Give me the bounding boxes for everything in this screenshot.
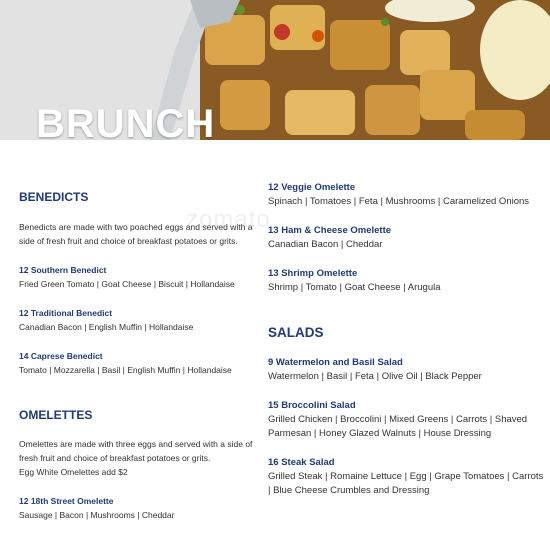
menu-item-description: Shrimp | Tomato | Goat Cheese | Arugula	[268, 282, 441, 293]
menu-item-title: 16 Steak Salad	[268, 457, 335, 468]
menu-item-title: 12 Traditional Benedict	[19, 308, 113, 318]
benedicts-intro-line-1: Benedicts are made with two poached eggs and served with a	[19, 222, 253, 232]
menu-item-title: 12 Veggie Omelette	[268, 182, 356, 193]
omelettes-intro-line-3: Egg White Omelettes add $2	[19, 467, 128, 477]
section-title-salads: SALADS	[268, 325, 324, 340]
menu-item-description: Grilled Chicken | Broccolini | Mixed Greens | Carrots | Shaved	[268, 414, 528, 425]
omelettes-intro-line-2: fresh fruit and choice of breakfast potatoes or grits.	[19, 453, 211, 463]
page-title: BRUNCH	[36, 102, 216, 140]
hero-banner	[0, 0, 550, 140]
menu-item-title: 9 Watermelon and Basil Salad	[268, 357, 403, 368]
benedicts-intro-line-2: side of fresh fruit and choice of breakfast potatoes or grits.	[19, 236, 238, 246]
section-title-benedicts: BENEDICTS	[19, 190, 89, 204]
menu-item-description: Fried Green Tomato | Goat Cheese | Biscuit | Hollandaise	[19, 279, 235, 289]
menu-item-description: Canadian Bacon | English Muffin | Hollandaise	[19, 322, 194, 332]
menu-item-description: Grilled Steak | Romaine Lettuce | Egg | Grape Tomatoes | Carrots	[268, 471, 544, 482]
omelettes-intro-line-1: Omelettes are made with three eggs and served with a side of	[19, 439, 253, 449]
section-title-omelettes: OMELETTES	[19, 408, 93, 422]
menu-item-title: 12 Southern Benedict	[19, 265, 107, 275]
menu-item-description: Sausage | Bacon | Mushrooms | Cheddar	[19, 510, 175, 520]
menu-item-title: 13 Shrimp Omelette	[268, 268, 358, 279]
menu-item-description: Parmesan | Honey Glazed Walnuts | House Dressing	[268, 428, 492, 439]
menu-item-description: Canadian Bacon | Cheddar	[268, 239, 383, 250]
menu-item-title: 13 Ham & Cheese Omelette	[268, 225, 392, 236]
menu-item-title: 15 Broccolini Salad	[268, 400, 356, 411]
menu-item-description: Watermelon | Basil | Feta | Olive Oil | Black Pepper	[268, 371, 482, 382]
menu-item-title: 14 Caprese Benedict	[19, 351, 103, 361]
menu-item-title: 12 18th Street Omelette	[19, 496, 114, 506]
menu-item-description: Spinach | Tomatoes | Feta | Mushrooms | Caramelized Onions	[268, 196, 530, 207]
watermark: zomato	[186, 206, 271, 233]
menu-item-description: | Blue Cheese Crumbles and Dressing	[268, 485, 430, 496]
menu-item-description: Tomato | Mozzarella | Basil | English Muffin | Hollandaise	[19, 365, 232, 375]
